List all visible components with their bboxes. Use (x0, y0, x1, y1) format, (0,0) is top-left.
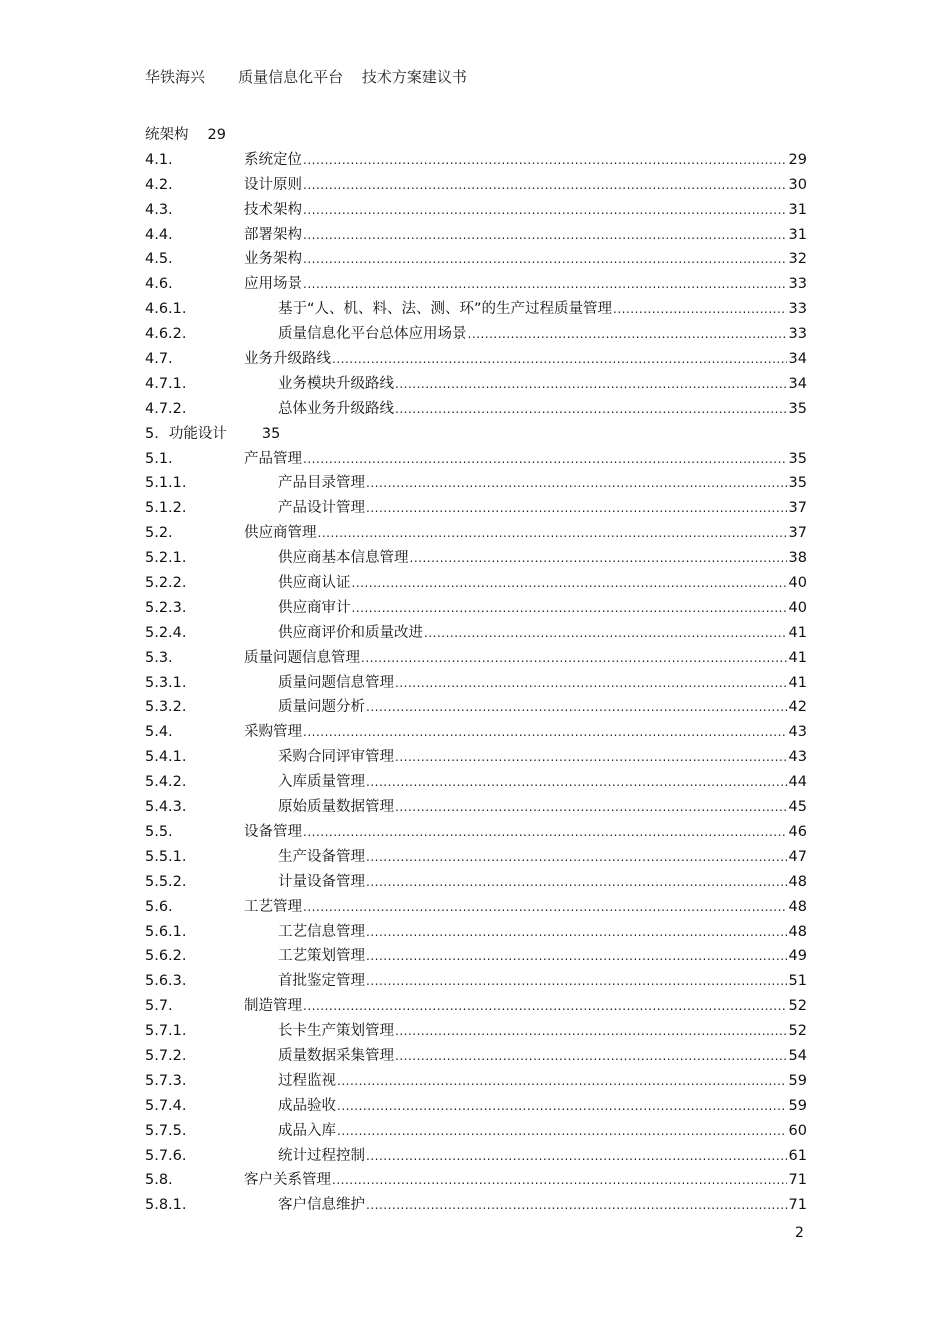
toc-dot-leader (366, 695, 787, 720)
toc-entry-number: 5.4.2. (145, 774, 187, 791)
header-company: 华铁海兴 (145, 68, 206, 86)
toc-entry-title: 成品入库 (278, 1122, 336, 1139)
toc-entry-title: 客户信息维护 (278, 1197, 365, 1214)
toc-entry-page: 43 (788, 749, 807, 766)
toc-dot-leader (468, 322, 787, 347)
toc-entry-page: 29 (788, 151, 807, 168)
toc-entry[interactable] (145, 1069, 807, 1094)
toc-entry-number: 4.6.2. (145, 326, 187, 343)
toc-entry-title: 质量问题分析 (278, 699, 365, 716)
page-header (145, 66, 495, 87)
toc-dot-leader (366, 870, 787, 895)
toc-dot-leader (366, 845, 787, 870)
toc-entry-title: 业务架构 (244, 251, 302, 268)
toc-entry-title: 业务升级路线 (244, 351, 331, 368)
toc-entry-title: 系统定位 (244, 151, 302, 168)
toc-entry-number: 5.5. (145, 823, 173, 840)
toc-dot-leader (337, 1094, 787, 1119)
toc-entry-number: 5.3. (145, 649, 173, 666)
toc-entry-title: 供应商基本信息管理 (278, 550, 409, 567)
toc-entry-page: 59 (788, 1097, 807, 1114)
toc-dot-leader (303, 447, 787, 472)
toc-entry-page: 49 (788, 948, 807, 965)
toc-entry[interactable] (145, 920, 807, 945)
toc-entry-title: 基于“人、机、料、法、测、环”的生产过程质量管理 (278, 301, 613, 318)
toc-entry-number: 5.4. (145, 724, 173, 741)
toc-entry-number: 5.7.5. (145, 1122, 187, 1139)
toc-entry[interactable] (145, 1094, 807, 1119)
toc-entry[interactable] (145, 770, 807, 795)
toc-entry[interactable] (145, 571, 807, 596)
toc-dot-leader (613, 297, 787, 322)
toc-entry-title: 质量信息化平台总体应用场景 (278, 326, 467, 343)
toc-entry-number: 4.6. (145, 276, 173, 293)
toc-entry-number: 5.7. (145, 998, 173, 1015)
toc-dot-leader (424, 621, 787, 646)
toc-entry-title: 过程监视 (278, 1072, 336, 1089)
toc-entry-page: 61 (788, 1147, 807, 1164)
toc-entry-page: 31 (788, 226, 807, 243)
toc-entry-title: 部署架构 (244, 226, 302, 243)
toc-entry-number: 5.7.6. (145, 1147, 187, 1164)
toc-entry-number: 4.4. (145, 226, 173, 243)
toc-dot-leader (318, 521, 787, 546)
toc-dot-leader (337, 1119, 787, 1144)
toc-entry[interactable] (145, 671, 807, 696)
toc-dot-leader (361, 646, 787, 671)
toc-entry-title: 首批鉴定管理 (278, 973, 365, 990)
toc-entry-page: 38 (788, 550, 807, 567)
toc-entry-number: 4.7. (145, 351, 173, 368)
toc-entry-page: 34 (788, 351, 807, 368)
toc-dot-leader (303, 994, 787, 1019)
toc-entry-title: 生产设备管理 (278, 848, 365, 865)
toc-entry[interactable] (145, 695, 807, 720)
toc-entry[interactable] (145, 1019, 807, 1044)
toc-entry-page: 71 (788, 1197, 807, 1214)
toc-dot-leader (366, 471, 787, 496)
toc-dot-leader (303, 895, 787, 920)
toc-entry-title: 供应商审计 (278, 599, 351, 616)
toc-dot-leader (395, 1044, 787, 1069)
toc-entry-title: 功能设计 (168, 425, 227, 442)
toc-entry-number: 5.8.1. (145, 1197, 187, 1214)
toc-entry-number: 4.2. (145, 176, 173, 193)
toc-dot-leader (303, 148, 787, 173)
toc-dot-leader (303, 223, 787, 248)
toc-entry-page: 37 (788, 525, 807, 542)
header-platform: 质量信息化平台 (238, 68, 344, 86)
toc-entry-page: 54 (788, 1047, 807, 1064)
toc-entry[interactable] (145, 372, 807, 397)
toc-dot-leader (303, 820, 787, 845)
toc-entry[interactable] (145, 223, 807, 248)
toc-entry[interactable] (145, 994, 807, 1019)
toc-entry-title: 入库质量管理 (278, 774, 365, 791)
toc-dot-leader (410, 546, 787, 571)
toc-entry-page: 35 (261, 425, 281, 442)
table-of-contents (145, 123, 807, 1218)
toc-entry[interactable] (145, 447, 807, 472)
toc-entry-page: 48 (788, 898, 807, 915)
toc-entry[interactable] (145, 521, 807, 546)
toc-entry-page: 46 (788, 823, 807, 840)
toc-entry-number: 4.6.1. (145, 301, 187, 318)
toc-entry-page: 29 (207, 127, 226, 143)
toc-entry-title: 产品管理 (244, 450, 302, 467)
toc-entry-page: 41 (788, 674, 807, 691)
toc-entry-title: 原始质量数据管理 (278, 799, 394, 816)
toc-entry[interactable] (145, 546, 807, 571)
toc-dot-leader (332, 1168, 787, 1193)
toc-entry-page: 35 (788, 475, 807, 492)
toc-entry-title: 成品验收 (278, 1097, 336, 1114)
toc-entry-number: 5.7.1. (145, 1023, 187, 1040)
toc-dot-leader (366, 770, 787, 795)
toc-entry-title: 供应商管理 (244, 525, 317, 542)
toc-dot-leader (395, 397, 787, 422)
toc-dot-leader (352, 596, 787, 621)
toc-entry-title: 业务模块升级路线 (278, 375, 394, 392)
toc-entry-title: 产品设计管理 (278, 500, 365, 517)
toc-dot-leader (366, 496, 787, 521)
toc-dot-leader (395, 1019, 787, 1044)
toc-entry-number: 5.6.2. (145, 948, 187, 965)
toc-entry-page: 60 (788, 1122, 807, 1139)
toc-entry-number: 5.5.2. (145, 873, 187, 890)
toc-entry[interactable] (145, 895, 807, 920)
toc-entry-title: 采购合同评审管理 (278, 749, 394, 766)
toc-dot-leader (366, 1193, 787, 1218)
toc-entry-page: 48 (788, 873, 807, 890)
toc-entry-number: 4.7.1. (145, 375, 187, 392)
toc-entry-title: 质量问题信息管理 (278, 674, 394, 691)
toc-entry-page: 35 (788, 400, 807, 417)
toc-dot-leader (395, 372, 787, 397)
toc-entry-title: 采购管理 (244, 724, 302, 741)
toc-entry-title: 长卡生产策划管理 (278, 1023, 394, 1040)
toc-entry-number: 5.1.1. (145, 475, 187, 492)
toc-entry-page: 52 (788, 1023, 807, 1040)
toc-entry-number: 5.5.1. (145, 848, 187, 865)
toc-entry-number: 5.1. (145, 450, 173, 467)
toc-entry-page: 34 (788, 375, 807, 392)
toc-entry[interactable] (145, 198, 807, 223)
toc-entry-page: 41 (788, 624, 807, 641)
toc-dot-leader (303, 198, 787, 223)
toc-entry-title: 质量问题信息管理 (244, 649, 360, 666)
toc-entry-page: 47 (788, 848, 807, 865)
toc-entry[interactable] (145, 944, 807, 969)
toc-entry-page: 33 (788, 326, 807, 343)
toc-entry-page: 32 (788, 251, 807, 268)
toc-entry[interactable] (145, 870, 807, 895)
toc-entry-title: 设计原则 (244, 176, 302, 193)
toc-entry-title: 供应商认证 (278, 575, 351, 592)
toc-entry-number: 5. (145, 425, 159, 442)
toc-dot-leader (332, 347, 787, 372)
toc-entry-number: 5.1.2. (145, 500, 187, 517)
toc-entry[interactable] (145, 471, 807, 496)
toc-entry-number: 5.4.3. (145, 799, 187, 816)
toc-entry-page: 43 (788, 724, 807, 741)
toc-entry[interactable] (145, 1119, 807, 1144)
toc-entry[interactable] (145, 969, 807, 994)
toc-entry-page: 44 (788, 774, 807, 791)
toc-dot-leader (352, 571, 787, 596)
toc-entry-number: 5.2.1. (145, 550, 187, 567)
toc-entry[interactable] (145, 397, 807, 422)
toc-entry[interactable] (145, 322, 807, 347)
toc-entry-number: 5.6. (145, 898, 173, 915)
toc-entry[interactable] (145, 646, 807, 671)
toc-entry-number: 5.3.1. (145, 674, 187, 691)
toc-entry-page: 71 (788, 1172, 807, 1189)
toc-entry-page: 59 (788, 1072, 807, 1089)
toc-dot-leader (303, 173, 787, 198)
toc-entry[interactable] (145, 347, 807, 372)
toc-entry-number: 5.4.1. (145, 749, 187, 766)
toc-entry-number: 4.1. (145, 151, 173, 168)
toc-entry-number: 4.7.2. (145, 400, 187, 417)
toc-dot-leader (366, 944, 787, 969)
toc-entry[interactable] (145, 123, 807, 148)
toc-entry-number: 5.3.2. (145, 699, 187, 716)
toc-entry-number: 5.7.2. (145, 1047, 187, 1064)
toc-dot-leader (303, 272, 787, 297)
toc-entry[interactable] (145, 422, 807, 447)
toc-entry-number: 5.8. (145, 1172, 173, 1189)
toc-entry-title: 客户关系管理 (244, 1172, 331, 1189)
toc-dot-leader (366, 969, 787, 994)
toc-entry[interactable] (145, 148, 807, 173)
toc-entry-title: 总体业务升级路线 (278, 400, 394, 417)
toc-entry-number: 4.3. (145, 201, 173, 218)
toc-entry-page: 40 (788, 575, 807, 592)
page-number: 2 (795, 1225, 804, 1241)
toc-entry-number: 5.6.3. (145, 973, 187, 990)
toc-entry[interactable] (145, 247, 807, 272)
toc-entry-title: 质量数据采集管理 (278, 1047, 394, 1064)
toc-entry-title: 统架构 (145, 127, 189, 143)
toc-entry[interactable] (145, 745, 807, 770)
toc-entry-page: 45 (788, 799, 807, 816)
toc-entry-number: 5.7.4. (145, 1097, 187, 1114)
header-doc-title: 技术方案建议书 (361, 68, 467, 86)
toc-entry-title: 工艺策划管理 (278, 948, 365, 965)
toc-entry[interactable] (145, 845, 807, 870)
toc-entry-page: 33 (788, 301, 807, 318)
toc-entry-title: 制造管理 (244, 998, 302, 1015)
toc-entry-title: 统计过程控制 (278, 1147, 365, 1164)
toc-dot-leader (337, 1069, 787, 1094)
toc-entry-page: 31 (788, 201, 807, 218)
toc-entry-page: 48 (788, 923, 807, 940)
toc-entry[interactable] (145, 1144, 807, 1169)
toc-entry[interactable] (145, 496, 807, 521)
toc-entry[interactable] (145, 820, 807, 845)
toc-entry-title: 计量设备管理 (278, 873, 365, 890)
toc-entry-page: 51 (788, 973, 807, 990)
toc-entry-title: 供应商评价和质量改进 (278, 624, 423, 641)
toc-entry[interactable] (145, 720, 807, 745)
toc-entry-page: 35 (788, 450, 807, 467)
toc-entry[interactable] (145, 297, 807, 322)
toc-dot-leader (366, 1144, 787, 1169)
toc-entry-number: 5.2.2. (145, 575, 187, 592)
toc-entry-page: 52 (788, 998, 807, 1015)
toc-entry-page: 40 (788, 599, 807, 616)
toc-entry[interactable] (145, 1193, 807, 1218)
toc-dot-leader (303, 247, 787, 272)
toc-entry-number: 4.5. (145, 251, 173, 268)
toc-entry-number: 5.7.3. (145, 1072, 187, 1089)
toc-dot-leader (303, 720, 787, 745)
toc-entry-title: 应用场景 (244, 276, 302, 293)
toc-entry-title: 产品目录管理 (278, 475, 365, 492)
toc-dot-leader (395, 671, 787, 696)
toc-entry-number: 5.2. (145, 525, 173, 542)
toc-entry[interactable] (145, 621, 807, 646)
toc-entry[interactable] (145, 596, 807, 621)
toc-entry-page: 30 (788, 176, 807, 193)
toc-entry-page: 37 (788, 500, 807, 517)
toc-entry-title: 工艺管理 (244, 898, 302, 915)
toc-entry-title: 设备管理 (244, 823, 302, 840)
toc-dot-leader (395, 745, 787, 770)
toc-entry[interactable] (145, 795, 807, 820)
toc-dot-leader (395, 795, 787, 820)
toc-entry-page: 33 (788, 276, 807, 293)
toc-entry-title: 技术架构 (244, 201, 302, 218)
toc-entry-number: 5.6.1. (145, 923, 187, 940)
toc-entry-title: 工艺信息管理 (278, 923, 365, 940)
toc-entry[interactable] (145, 1044, 807, 1069)
toc-entry[interactable] (145, 272, 807, 297)
toc-entry[interactable] (145, 1168, 807, 1193)
toc-entry-number: 5.2.4. (145, 624, 187, 641)
toc-entry-page: 41 (788, 649, 807, 666)
toc-entry-page: 42 (788, 699, 807, 716)
toc-entry-number: 5.2.3. (145, 599, 187, 616)
toc-dot-leader (366, 920, 787, 945)
toc-entry[interactable] (145, 173, 807, 198)
